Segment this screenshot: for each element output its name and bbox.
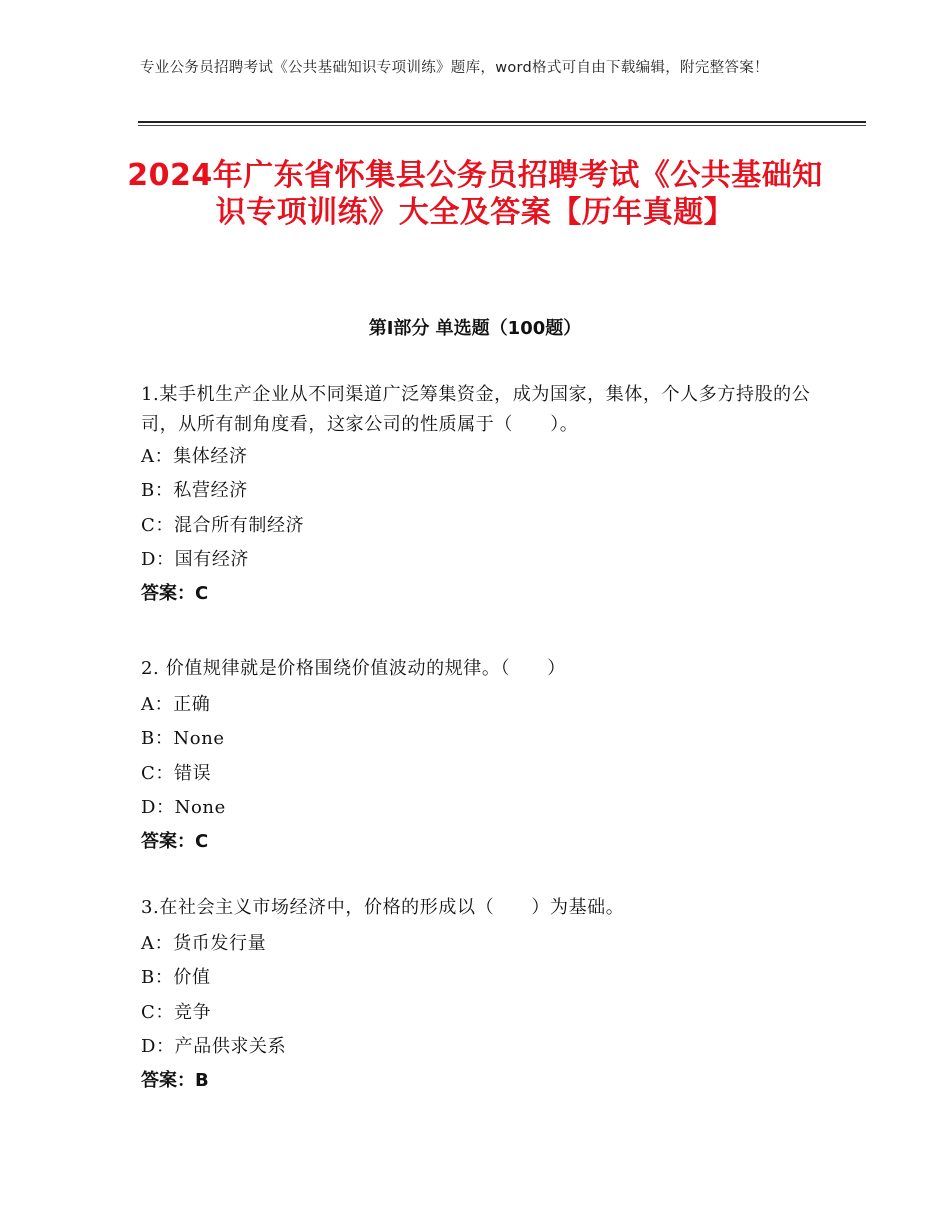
question-stem: 1.某手机生产企业从不同渠道广泛筹集资金，成为国家，集体，个人多方持股的公司，从所有制角度看，这家公司的性质属于（ ）。 [141, 384, 811, 435]
answer-line: 答案：C [141, 831, 209, 853]
section-heading: 第Ⅰ部分 单选题（100题） [368, 318, 582, 339]
option-a: A：集体经济 [141, 446, 248, 467]
question-1 [141, 380, 821, 611]
option-b: B：None [141, 728, 225, 750]
question-2 [141, 650, 821, 859]
option-c: C：竞争 [141, 1001, 212, 1023]
question-stem: 3.在社会主义市场经济中，价格的形成以（ ）为基础。 [141, 897, 625, 918]
header-note: 专业公务员招聘考试《公共基础知识专项训练》题库，word格式可自由下载编辑，附完整答案！ [140, 60, 769, 76]
option-d: D：None [141, 796, 226, 818]
option-c: C：错误 [141, 762, 212, 784]
header-divider-thin [138, 125, 866, 126]
header-divider-thick [138, 121, 866, 123]
option-d: D：国有经济 [141, 548, 250, 570]
option-d: D：产品供求关系 [141, 1035, 287, 1057]
question-stem: 2. 价值规律就是价格围绕价值波动的规律。（ ） [141, 658, 566, 679]
answer-line: 答案：C [141, 583, 209, 605]
option-a: A：正确 [141, 694, 211, 715]
option-c: C：混合所有制经济 [141, 514, 305, 536]
option-a: A：货币发行量 [141, 933, 267, 954]
option-b: B：私营经济 [141, 480, 248, 502]
question-3 [141, 889, 821, 1098]
option-b: B：价值 [141, 967, 211, 989]
document-title: 2024年广东省怀集县公务员招聘考试《公共基础知识专项训练》大全及答案【历年真题】 [127, 158, 823, 230]
answer-line: 答案：B [141, 1070, 209, 1092]
